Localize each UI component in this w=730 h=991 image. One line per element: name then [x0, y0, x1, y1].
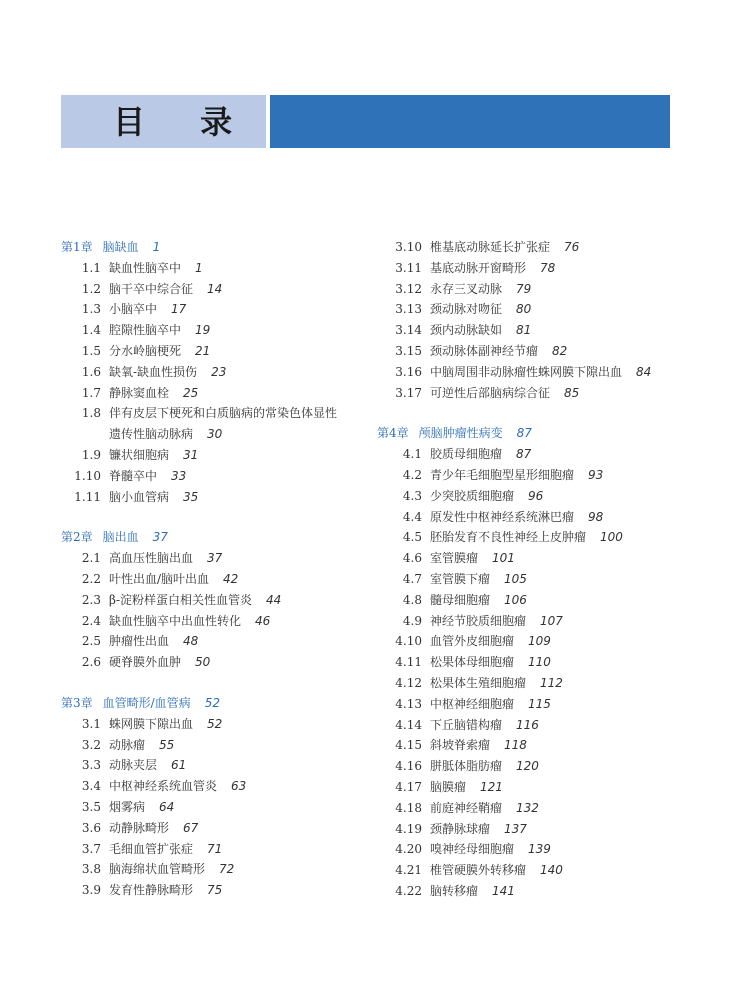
entry-number: 1.7: [81, 385, 101, 400]
toc-entry[interactable]: [61, 403, 376, 424]
entry-title: 永存三叉动脉: [430, 281, 503, 296]
entry-page: 96: [528, 488, 544, 503]
entry-title: 镰状细胞病: [109, 447, 170, 462]
chapter-page: 52: [204, 695, 220, 710]
toc-entry[interactable]: [61, 880, 376, 901]
toc-chapter[interactable]: [61, 693, 376, 714]
chapter-number: 第3章: [61, 695, 93, 710]
toc-entry[interactable]: [377, 798, 697, 819]
toc-entry[interactable]: [377, 444, 697, 465]
entry-page: 19: [195, 323, 211, 338]
entry-title: 硬脊膜外血肿: [109, 655, 182, 670]
entry-page: 93: [588, 467, 604, 482]
entry-title: 肿瘤性出血: [109, 634, 170, 649]
toc-entry[interactable]: [61, 299, 376, 320]
entry-title: 下丘脑错构瘤: [430, 717, 503, 732]
entry-number: 4.12: [395, 675, 422, 690]
entry-page: 14: [207, 281, 223, 296]
chapter-number: 第1章: [61, 240, 93, 254]
toc-chapter[interactable]: [377, 423, 697, 444]
toc-entry[interactable]: [377, 590, 697, 611]
chapter-page: 37: [152, 530, 168, 545]
toc-entry[interactable]: [61, 445, 376, 466]
toc-entry[interactable]: [377, 569, 697, 590]
entry-page: 100: [600, 530, 623, 545]
entry-title: 静脉窦血栓: [109, 385, 170, 400]
entry-page: 98: [588, 509, 604, 524]
toc-entry[interactable]: [377, 673, 697, 694]
entry-number: 1.10: [74, 468, 101, 483]
entry-page: 81: [516, 323, 532, 338]
entry-page: 25: [183, 385, 199, 400]
entry-page: 105: [504, 571, 527, 586]
toc-entry[interactable]: [377, 362, 697, 383]
chapter-title: 颅脑肿瘤性病变: [418, 426, 503, 441]
entry-title: 缺氧-缺血性损伤: [109, 364, 198, 379]
toc-entry[interactable]: [377, 237, 697, 258]
toc-entry[interactable]: [61, 341, 376, 362]
entry-number: 3.14: [395, 323, 422, 338]
toc-entry[interactable]: [61, 590, 376, 611]
entry-title: 原发性中枢神经系统淋巴瘤: [430, 509, 575, 524]
toc-entry[interactable]: [377, 527, 697, 548]
entry-title: 动脉夹层: [109, 758, 158, 773]
toc-entry[interactable]: [377, 652, 697, 673]
entry-title: 髓母细胞瘤: [430, 592, 491, 607]
chapter-title: 血管畸形/血管病: [102, 695, 191, 710]
toc-entry[interactable]: [61, 735, 376, 756]
entry-page: 82: [552, 343, 568, 358]
entry-number: 4.20: [395, 842, 422, 857]
entry-number: 2.4: [81, 613, 101, 628]
toc-entry[interactable]: [377, 860, 697, 881]
entry-title: 伴有皮层下梗死和白质脑病的常染色体显性: [109, 406, 338, 421]
toc-entry[interactable]: [61, 383, 376, 404]
entry-page: 101: [492, 551, 515, 566]
chapter-page: 1: [152, 240, 161, 254]
entry-page: 140: [540, 863, 563, 878]
entry-title: 动脉瘤: [109, 737, 146, 752]
entry-title: 发育性静脉畸形: [109, 883, 194, 898]
toc-left-column: [61, 237, 376, 901]
toc-chapter[interactable]: [61, 237, 376, 258]
entry-number: 3.6: [81, 820, 101, 835]
entry-title: 毛细血管扩张症: [109, 841, 194, 856]
entry-page: 48: [183, 634, 199, 649]
entry-title: 动静脉畸形: [109, 820, 170, 835]
entry-page: 137: [504, 821, 527, 836]
toc-entry[interactable]: [61, 466, 376, 487]
entry-title: 脑膜瘤: [430, 779, 467, 794]
toc-right-column: [377, 237, 697, 902]
toc-entry[interactable]: [377, 299, 697, 320]
section-gap: [61, 507, 376, 527]
entry-number: 4.10: [395, 634, 422, 649]
entry-number: 3.9: [81, 883, 101, 898]
entry-number: 1.2: [81, 281, 101, 296]
toc-entry[interactable]: [61, 487, 376, 508]
toc-chapter[interactable]: [61, 527, 376, 548]
entry-number: 1.8: [81, 406, 101, 421]
entry-page: 79: [516, 281, 532, 296]
toc-entry[interactable]: [61, 755, 376, 776]
toc-entry[interactable]: [61, 569, 376, 590]
entry-number: 4.8: [402, 592, 422, 607]
entry-title: 缺血性脑卒中出血性转化: [109, 613, 242, 628]
entry-page: 118: [504, 738, 527, 753]
toc-entry[interactable]: [377, 486, 697, 507]
entry-title: 颈动脉对吻征: [430, 302, 503, 317]
banner-accent: [270, 95, 670, 148]
entry-number: 4.17: [395, 779, 422, 794]
entry-title: 颈静脉球瘤: [430, 821, 491, 836]
entry-title: 室管膜下瘤: [430, 571, 491, 586]
entry-title: 前庭神经鞘瘤: [430, 800, 503, 815]
entry-number: 3.10: [395, 240, 422, 254]
entry-title: 少突胶质细胞瘤: [430, 488, 515, 503]
entry-title: 脊髓卒中: [109, 468, 158, 483]
entry-number: 1.11: [74, 489, 101, 504]
entry-page: 61: [171, 758, 187, 773]
toc-entry[interactable]: [61, 362, 376, 383]
toc-entry[interactable]: [61, 797, 376, 818]
entry-page: 30: [207, 427, 223, 442]
toc-entry[interactable]: [61, 631, 376, 652]
entry-page: 50: [195, 655, 211, 670]
toc-entry[interactable]: [377, 611, 697, 632]
entry-title: 高血压性脑出血: [109, 551, 194, 566]
entry-number: 4.14: [395, 717, 422, 732]
entry-number: 3.13: [395, 302, 422, 317]
toc-entry[interactable]: [377, 881, 697, 902]
chapter-number: 第4章: [377, 426, 409, 441]
entry-title: 青少年毛细胞型星形细胞瘤: [430, 467, 575, 482]
toc-entry[interactable]: [61, 859, 376, 880]
entry-page: 78: [540, 260, 556, 275]
entry-number: 1.1: [81, 260, 101, 275]
entry-page: 1: [195, 260, 203, 275]
entry-page: 37: [207, 551, 223, 566]
entry-page: 106: [504, 592, 527, 607]
entry-number: 3.1: [81, 716, 101, 731]
entry-title: 脑海绵状血管畸形: [109, 862, 206, 877]
entry-page: 121: [480, 779, 503, 794]
entry-number: 1.4: [81, 323, 101, 338]
toc-entry-continuation[interactable]: [61, 424, 376, 445]
entry-number: 1.5: [81, 343, 101, 358]
entry-number: 4.22: [395, 883, 422, 898]
entry-number: 2.5: [81, 634, 101, 649]
toc-entry[interactable]: [61, 258, 376, 279]
chapter-page: 87: [516, 426, 532, 441]
title-block: [61, 95, 266, 148]
entry-page: 116: [516, 717, 539, 732]
entry-page: 17: [171, 302, 187, 317]
toc-entry[interactable]: [377, 507, 697, 528]
entry-title: 椎基底动脉延长扩张症: [430, 240, 551, 254]
entry-number: 4.19: [395, 821, 422, 836]
entry-page: 132: [516, 800, 539, 815]
entry-title: β-淀粉样蛋白相关性血管炎: [109, 592, 252, 607]
entry-page: 23: [211, 364, 227, 379]
entry-page: 141: [492, 883, 515, 898]
entry-page: 44: [266, 592, 282, 607]
entry-title: 颈动脉体副神经节瘤: [430, 343, 539, 358]
toc-entry[interactable]: [377, 777, 697, 798]
entry-number: 1.3: [81, 302, 101, 317]
entry-page: 64: [159, 799, 175, 814]
entry-page: 33: [171, 468, 187, 483]
entry-title: 蛛网膜下隙出血: [109, 716, 194, 731]
entry-number: 3.8: [81, 862, 101, 877]
entry-number: 3.12: [395, 281, 422, 296]
toc-entry[interactable]: [377, 320, 697, 341]
entry-number: 4.13: [395, 696, 422, 711]
entry-number: 2.1: [81, 551, 101, 566]
chapter-number: 第2章: [61, 530, 93, 545]
entry-page: 55: [159, 737, 175, 752]
entry-title: 基底动脉开窗畸形: [430, 260, 527, 275]
entry-title: 嗅神经母细胞瘤: [430, 842, 515, 857]
entry-title: 缺血性脑卒中: [109, 260, 182, 275]
entry-page: 42: [223, 571, 239, 586]
entry-number: 1.9: [81, 447, 101, 462]
entry-title: 中脑周围非动脉瘤性蛛网膜下隙出血: [430, 364, 623, 379]
entry-number: 4.3: [402, 488, 422, 503]
entry-page: 21: [195, 343, 211, 358]
entry-title: 神经节胶质细胞瘤: [430, 613, 527, 628]
entry-page: 31: [183, 447, 199, 462]
entry-number: 3.4: [81, 779, 101, 794]
entry-number: 4.7: [402, 571, 422, 586]
toc-entry[interactable]: [61, 279, 376, 300]
toc-entry[interactable]: [61, 652, 376, 673]
entry-number: 2.2: [81, 571, 101, 586]
chapter-title: 脑出血: [102, 530, 139, 545]
entry-number: 3.7: [81, 841, 101, 856]
entry-page: 76: [564, 240, 580, 254]
entry-number: 4.6: [402, 551, 422, 566]
toc-entry[interactable]: [377, 465, 697, 486]
entry-page: 67: [183, 820, 199, 835]
entry-title: 胼胝体脂肪瘤: [430, 759, 503, 774]
toc-entry[interactable]: [377, 756, 697, 777]
entry-title: 腔隙性脑卒中: [109, 323, 182, 338]
entry-title: 可逆性后部脑病综合征: [430, 385, 551, 400]
entry-title: 室管膜瘤: [430, 551, 479, 566]
toc-entry[interactable]: [377, 839, 697, 860]
entry-title: 烟雾病: [109, 799, 146, 814]
entry-title: 胚胎发育不良性神经上皮肿瘤: [430, 530, 587, 545]
entry-page: 112: [540, 675, 563, 690]
toc-entry[interactable]: [377, 383, 697, 404]
entry-number: 3.3: [81, 758, 101, 773]
entry-number: 2.6: [81, 655, 101, 670]
toc-entry[interactable]: [377, 279, 697, 300]
entry-number: 4.18: [395, 800, 422, 815]
entry-title: 斜坡脊索瘤: [430, 738, 491, 753]
entry-page: 85: [564, 385, 580, 400]
entry-number: 4.21: [395, 863, 422, 878]
entry-number: 1.6: [81, 364, 101, 379]
toc-entry[interactable]: [377, 341, 697, 362]
entry-title: 遗传性脑动脉病: [109, 427, 194, 442]
toc-entry[interactable]: [61, 714, 376, 735]
entry-title: 脑转移瘤: [430, 883, 479, 898]
toc-entry[interactable]: [377, 819, 697, 840]
entry-page: 71: [207, 841, 223, 856]
header-banner: [61, 95, 670, 148]
entry-number: 3.17: [395, 385, 422, 400]
entry-page: 110: [528, 655, 551, 670]
toc-entry[interactable]: [61, 320, 376, 341]
entry-number: 3.5: [81, 799, 101, 814]
entry-number: 4.16: [395, 759, 422, 774]
section-gap: [377, 403, 697, 423]
entry-page: 115: [528, 696, 551, 711]
entry-page: 139: [528, 842, 551, 857]
entry-title: 椎管硬膜外转移瘤: [430, 863, 527, 878]
entry-page: 52: [207, 716, 223, 731]
entry-number: 2.3: [81, 592, 101, 607]
entry-title: 叶性出血/脑叶出血: [109, 571, 210, 586]
entry-page: 46: [255, 613, 271, 628]
entry-number: 3.11: [395, 260, 422, 275]
entry-number: 4.5: [402, 530, 422, 545]
entry-title: 分水岭脑梗死: [109, 343, 182, 358]
entry-number: 4.4: [402, 509, 422, 524]
entry-title: 松果体生殖细胞瘤: [430, 675, 527, 690]
toc-entry[interactable]: [377, 548, 697, 569]
entry-title: 小脑卒中: [109, 302, 158, 317]
entry-title: 中枢神经细胞瘤: [430, 696, 515, 711]
entry-page: 63: [231, 779, 247, 794]
section-gap: [61, 673, 376, 693]
toc-entry[interactable]: [377, 258, 697, 279]
entry-number: 4.15: [395, 738, 422, 753]
page-title: 目 录: [113, 103, 255, 141]
entry-page: 120: [516, 759, 539, 774]
toc-entry[interactable]: [377, 735, 697, 756]
toc-entry[interactable]: [61, 818, 376, 839]
entry-page: 80: [516, 302, 532, 317]
entry-page: 109: [528, 634, 551, 649]
entry-page: 107: [540, 613, 563, 628]
entry-title: 脑干卒中综合征: [109, 281, 194, 296]
entry-page: 87: [516, 447, 532, 462]
entry-title: 胶质母细胞瘤: [430, 447, 503, 462]
entry-number: 3.2: [81, 737, 101, 752]
entry-number: 4.2: [402, 467, 422, 482]
toc-entry[interactable]: [377, 631, 697, 652]
toc-entry[interactable]: [61, 548, 376, 569]
chapter-title: 脑缺血: [102, 240, 139, 254]
entry-number: 4.9: [402, 613, 422, 628]
entry-title: 松果体母细胞瘤: [430, 655, 515, 670]
toc-entry[interactable]: [377, 694, 697, 715]
entry-number: 4.1: [402, 447, 422, 462]
entry-title: 颈内动脉缺如: [430, 323, 503, 338]
entry-page: 75: [207, 883, 223, 898]
entry-page: 84: [636, 364, 652, 379]
entry-title: 中枢神经系统血管炎: [109, 779, 218, 794]
entry-number: 3.15: [395, 343, 422, 358]
entry-page: 72: [219, 862, 235, 877]
toc-entry[interactable]: [61, 611, 376, 632]
toc-entry[interactable]: [61, 776, 376, 797]
toc-entry[interactable]: [377, 715, 697, 736]
entry-title: 脑小血管病: [109, 489, 170, 504]
toc-entry[interactable]: [61, 839, 376, 860]
entry-title: 血管外皮细胞瘤: [430, 634, 515, 649]
entry-number: 4.11: [395, 655, 422, 670]
entry-number: 3.16: [395, 364, 422, 379]
entry-page: 35: [183, 489, 199, 504]
